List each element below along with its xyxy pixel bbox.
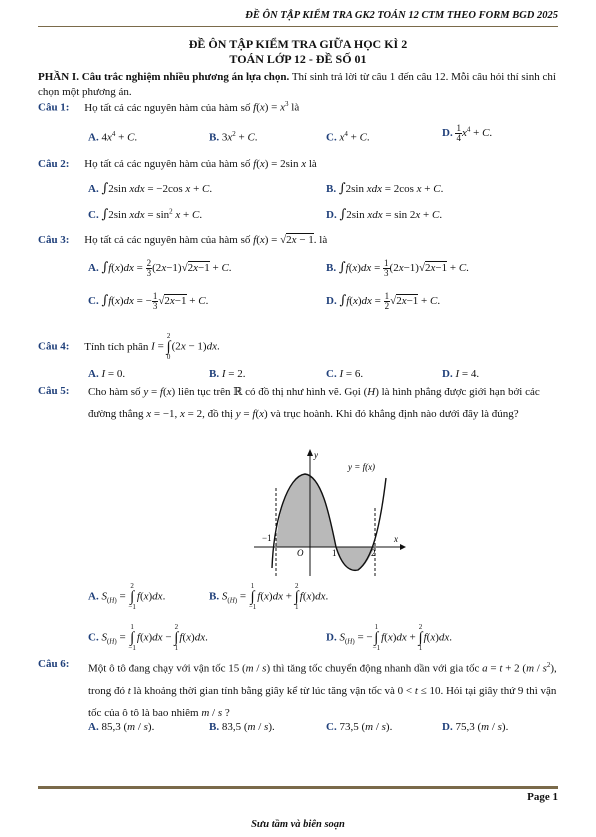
exam-title: ĐỀ ÔN TẬP KIỂM TRA GIỮA HỌC KÌ 2: [188, 37, 408, 51]
tick-label-2: 2: [371, 548, 376, 558]
question-6-text: Một ô tô đang chạy với vận tốc 15 (m / s) thì tăng tốc chuyển động nhanh dần với gia tốc a = t + 2 $(m / s^2)$, trong đó t là khoảng thời gian tính bằng giây kể từ lúc tăng vận tốc và 0 < t ≤ 10. Hỏi tại giây thứ 9 thì vận tốc của ô tô là bao nhiêm m / s ?: [88, 661, 557, 719]
q4-option-d[interactable]: D. I = 4.: [442, 368, 480, 380]
q1-option-d[interactable]: D. $\frac{1}{4}$ $x^4 + C$.: [442, 123, 493, 143]
question-6-label: Câu 6:: [38, 658, 70, 670]
question-2-tail: là: [308, 158, 317, 170]
part-1-text: Thí sinh trả lời từ câu 1 đến câu 12. Mỗi câu hỏi thí sinh chỉ chọn một phương án.: [38, 71, 556, 98]
question-5-text: Cho hàm số y = f(x) liên tục trên ℝ có đồ thị như hình vẽ. Gọi (H) là hình phẳng được giới hạn bởi các đường thẳng x = −1, x = 2, đồ thị y = f(x) và trục hoành. Khi đó khẳng định nào dưới đây là đúng?: [88, 386, 540, 420]
question-3-text: Họ tất cả các nguyên hàm của hàm số: [84, 234, 251, 246]
header-rule: [38, 26, 558, 27]
q1-option-c[interactable]: C. $x^4 + C$.: [326, 130, 370, 144]
q4-option-b[interactable]: B. I = 2.: [209, 368, 246, 380]
question-1-text: Họ tất cả các nguyên hàm của hàm số: [84, 101, 251, 114]
x-axis-label: x: [394, 534, 398, 544]
q3-option-b[interactable]: B. ∫f(x)dx = $\frac{1}{3}$ (2x−1)√2x−1 + C.: [326, 258, 469, 278]
tick-label-1: 1: [332, 548, 337, 558]
running-header: ĐỀ ÔN TẬP KIỂM TRA GK2 TOÁN 12 CTM THEO FORM BGD 2025: [245, 10, 558, 21]
question-2-text: Họ tất cả các nguyên hàm của hàm số: [84, 158, 251, 170]
exam-subtitle: TOÁN LỚP 12 - ĐỀ SỐ 01: [229, 52, 367, 66]
question-3-tail: là: [319, 234, 328, 246]
q4-option-a[interactable]: A. I = 0.: [88, 368, 126, 380]
curve-label: y = f(x): [348, 462, 376, 472]
q6-option-c[interactable]: C. 73,5 (m / s).: [326, 721, 393, 733]
q5-option-a[interactable]: A. $S_{(H)} = 2$ ∫ −1f(x)dx.: [88, 582, 166, 611]
footer-credit: Sưu tầm và biên soạn: [251, 819, 345, 830]
q5-option-c[interactable]: C. $S_{(H)} = 1$ ∫ −1f(x)dx − 2 ∫ 1f(x)dx.: [88, 623, 208, 652]
x-axis-arrow-icon: [400, 544, 406, 550]
q3-option-c[interactable]: C. ∫f(x)dx = − $\frac{1}{3}$ √2x−1 + C.: [88, 291, 209, 311]
part-1-label: PHẦN I. Câu trắc nghiệm nhiều phương án lựa chọn.: [38, 71, 290, 83]
question-4: Câu 4: Tính tích phân I = 2 ∫ 0(2x − 1)dx.: [38, 332, 220, 361]
q1-option-a[interactable]: A. $4x^4 + C$.: [88, 130, 138, 144]
question-4-text: Tính tích phân: [84, 340, 149, 353]
q2-option-d[interactable]: D. ∫2sin xdx = sin 2x + C.: [326, 207, 443, 222]
q4-option-c[interactable]: C. I = 6.: [326, 368, 364, 380]
page-number: Page 1: [527, 791, 558, 803]
q6-option-a[interactable]: A. 85,3 (m / s).: [88, 721, 155, 733]
question-1-label: Câu 1:: [38, 101, 70, 114]
question-1-tail: là: [291, 101, 300, 114]
question-5-label-wrap: [38, 385, 69, 397]
origin-label: O: [297, 548, 304, 558]
function-graph: [250, 448, 410, 578]
question-5-label: Câu 5:: [38, 385, 70, 397]
question-3-label: Câu 3:: [38, 234, 70, 246]
part-1-instructions: [38, 70, 560, 100]
q2-option-b[interactable]: B. ∫2sin xdx = 2cos x + C.: [326, 181, 444, 196]
tick-label-neg1: −1: [262, 533, 272, 543]
q6-option-d[interactable]: D. 75,3 (m / s).: [442, 721, 509, 733]
question-2: Câu 2: Họ tất cả các nguyên hàm của hàm số f(x) = 2sin x là: [38, 158, 317, 170]
q3-option-d[interactable]: D. ∫f(x)dx = $\frac{1}{2}$ √2x−1 + C.: [326, 291, 441, 311]
q2-option-c[interactable]: C. ∫2sin xdx = $\sin^2 x + C$.: [88, 207, 203, 222]
footer-rule: [38, 786, 558, 789]
q5-option-d[interactable]: D. $S_{(H)} = -1$ ∫ −1f(x)dx + 2 ∫ 1f(x)dx.: [326, 623, 453, 652]
region-h-negative: [336, 547, 375, 570]
q2-option-a[interactable]: A. ∫2sin xdx = −2cos x + C.: [88, 181, 213, 196]
question-2-label: Câu 2:: [38, 158, 70, 170]
q3-option-a[interactable]: A. ∫f(x)dx = $\frac{2}{3}$ (2x−1)√2x−1 + C.: [88, 258, 232, 278]
q5-option-b[interactable]: B. $S_{(H)} = 1$ ∫ −1f(x)dx + 2 ∫ 1f(x)dx.: [209, 582, 329, 611]
question-3: Câu 3: Họ tất cả các nguyên hàm của hàm số f(x) = √2x − 1. là: [38, 234, 328, 246]
question-1: Câu 1: Họ tất cả các nguyên hàm của hàm số $f(x) = x^3$ là: [38, 100, 300, 114]
y-axis-label: y: [314, 450, 318, 460]
q6-option-b[interactable]: B. 83,5 (m / s).: [209, 721, 275, 733]
y-axis-arrow-icon: [307, 449, 313, 456]
question-6-label-wrap: [38, 658, 69, 670]
question-4-label: Câu 4:: [38, 340, 70, 353]
q1-option-b[interactable]: B. $3x^2 + C$.: [209, 130, 258, 144]
